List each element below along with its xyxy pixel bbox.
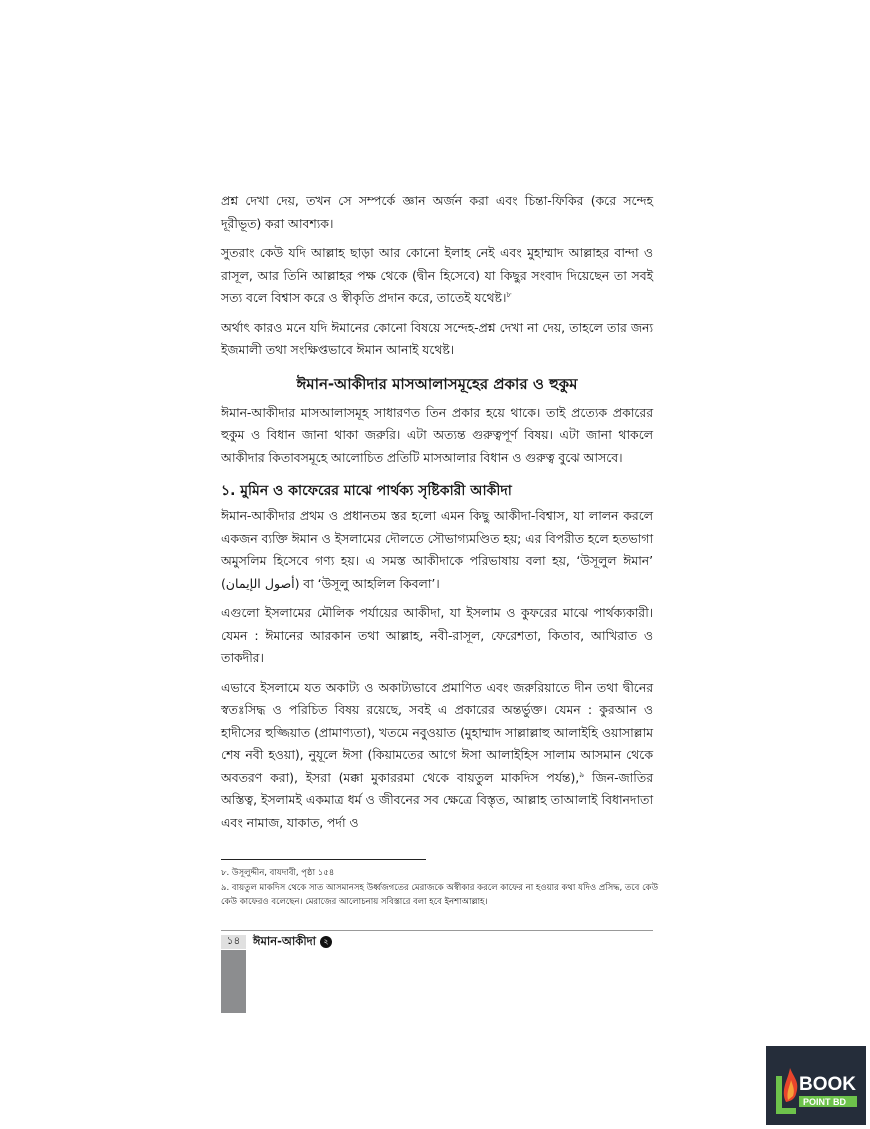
page-number: ১৪ [221,935,246,949]
footnotes [221,866,661,910]
footnote-8: ৮. উসূলুদ্দীন, বাযদাবী, পৃষ্ঠা ১৫৪ [221,868,335,878]
footnote-divider [221,859,426,860]
paragraph-7-text-b: জিন-জাতির অস্তিত্ব, ইসলামই একমাত্র ধর্ম ও জীবনের সব ক্ষেত্রে বিস্তৃত, আল্লাহ তাআলাই বিধানদাতা এবং নামাজ, যাকাত, পর্দা ও [221,769,653,830]
footnote-9: ৯. বায়তুল মাকদিস থেকে সাত আসমানসহ উর্ধ্বজগতের মেরাজকে অস্বীকার করলে কাফের না হওয়ার কথা যদিও প্রসিদ্ধ, তবে কেউ কেউ কাফেরও বলেছেন। মেরাজের আলোচনায় সবিস্তারে বলা হবে ইনশাআল্লাহ। [221,883,659,907]
sub-heading-1: ১. মুমিন ও কাফেরের মাঝে পার্থক্য সৃষ্টিকারী আকীদা [221,483,512,499]
folio-divider [221,930,653,931]
logo-text-book: BOOK [799,1074,856,1095]
paragraph-2 [221,242,653,310]
paragraph-1: প্রশ্ন দেখা দেয়, তখন সে সম্পর্কে জ্ঞান অর্জন করা এবং চিন্তা-ফিকির (করে সন্দেহ দূরীভূত) করা আবশ্যক। [221,193,653,231]
footnote-ref-8[interactable]: ৮ [506,289,512,299]
volume-badge: ২ [320,936,332,948]
bookpoint-logo-icon [766,1046,866,1125]
paragraph-7-text-a: এভাবে ইসলামে যত অকাট্য ও অকাট্যভাবে প্রমাণিত এবং জরুরিয়াতে দীন তথা দ্বীনের স্বতঃসিদ্ধ ও পরিচিত বিষয় রয়েছে, সবই এ প্রকারের অন্তর্ভুক্ত। যেমন : কুরআন ও হাদীসের হুজ্জিয়াত (প্রামাণ্যতা), খতমে নবুওয়াত (মুহাম্মাদ সাল্লাল্লাহু আলাইহি ওয়াসাল্লাম শেষ নবী হওয়া), নুযূলে ঈসা (কিয়ামতের আগে ঈসা আলাইহিস সালাম আসমান থেকে অবতরণ করা), ইসরা (মক্কা মুকাররমা থেকে বায়তুল মাকদিস পর্যন্ত), [221,679,653,785]
paragraph-3: অর্থাৎ কারও মনে যদি ঈমানের কোনো বিষয়ে সন্দেহ-প্রশ্ন দেখা না দেয়, তাহলে তার জন্য ইজমালী তথা সংক্ষিপ্তভাবে ঈমান আনাই যথেষ্ট। [221,319,653,357]
paragraph-7 [221,677,653,835]
paragraph-5: ঈমান-আকীদার প্রথম ও প্রধানতম স্তর হলো এমন কিছু আকীদা-বিশ্বাস, যা লালন করলে একজন ব্যক্তি ঈমান ও ইসলামের দৌলতে সৌভাগ্যমণ্ডিত হয়; এর বিপরীত হলে হতভাগা অমুসলিম হিসেবে গণ্য হয়। এ সমস্ত আকীদাকে পরিভাষায় বলা হয়, ‘উসূলুল ঈমান’ (أصول الإيمان) বা ‘উসূলু আহলিল কিবলা’। [221,508,653,591]
bookpoint-logo [766,1046,866,1125]
section-heading: ঈমান-আকীদার মাসআলাসমূহের প্রকার ও হুকুম [296,374,578,393]
page-folio [221,934,332,950]
page-edge-tab [221,950,246,1013]
logo-text-pointbd: POINT BD [803,1097,847,1107]
paragraph-2-text: সুতরাং কেউ যদি আল্লাহ ছাড়া আর কোনো ইলাহ নেই এবং মুহাম্মাদ আল্লাহর বান্দা ও রাসূল, আর তিনি আল্লাহর পক্ষ থেকে (দ্বীন হিসেবে) যা কিছুর সংবাদ দিয়েছেন তা সবই সত্য বলে বিশ্বাস করে ও স্বীকৃতি প্রদান করে, তাতেই যথেষ্ট। [221,245,653,305]
main-text-column [221,190,653,841]
paragraph-4: ঈমান-আকীদার মাসআলাসমূহ সাধারণত তিন প্রকার হয়ে থাকে। তাই প্রত্যেক প্রকারের হুকুম ও বিধান জানা থাকা জরুরি। এটা অত্যন্ত গুরুত্বপূর্ণ বিষয়। এটা জানা থাকলে আকীদার কিতাবসমূহে আলোচিত প্রতিটি মাসআলার বিধান ও গুরুত্ব বুঝে আসবে। [221,404,653,465]
footnote-ref-9[interactable]: ৯ [579,769,585,779]
running-book-title: ঈমান-আকীদা [253,933,316,948]
paragraph-6: এগুলো ইসলামের মৌলিক পর্যায়ের আকীদা, যা ইসলাম ও কুফরের মাঝে পার্থক্যকারী। যেমন : ঈমানের আরকান তথা আল্লাহ, নবী-রাসূল, ফেরেশতা, কিতাব, আখিরাত ও তাকদীর। [221,605,653,665]
